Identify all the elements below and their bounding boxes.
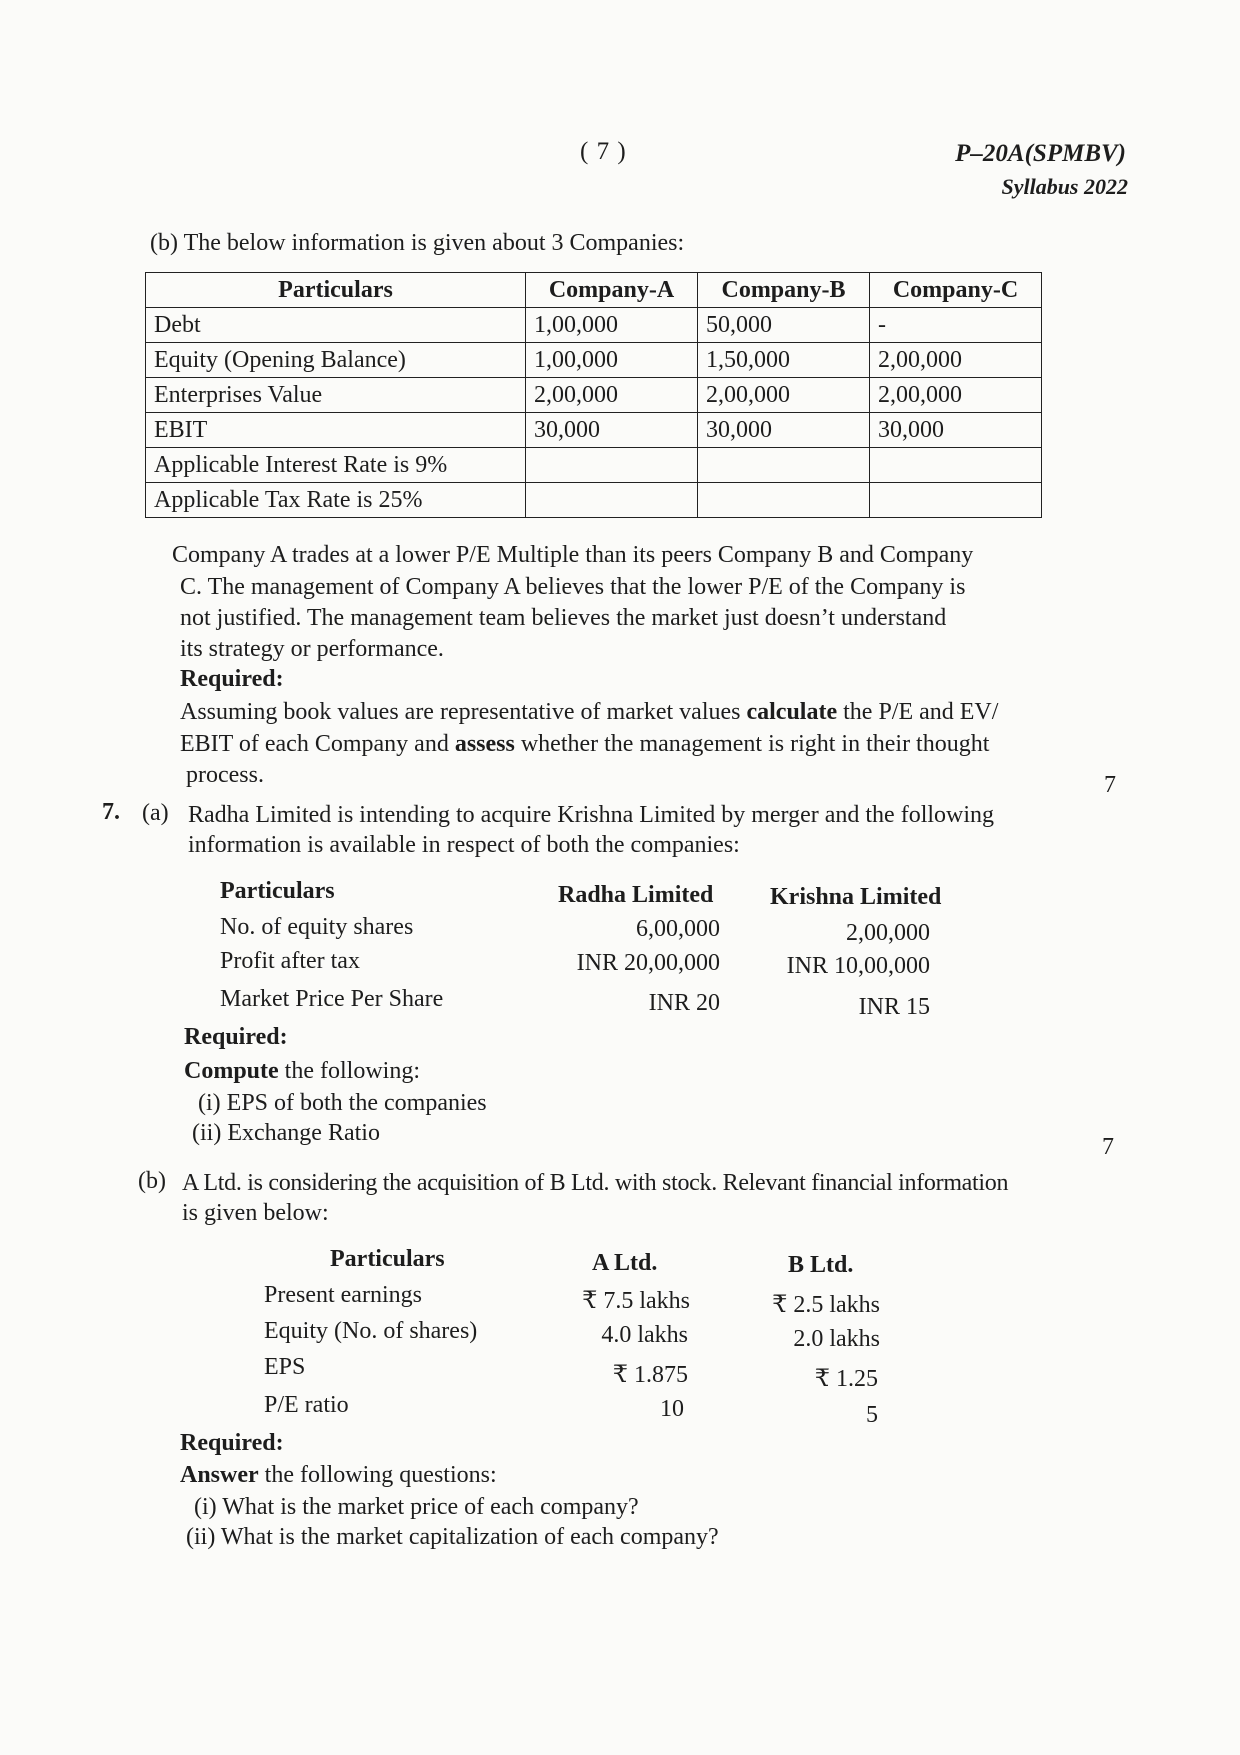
text-run-bold: Compute [184, 1058, 279, 1084]
table-cell: 50,000 [698, 308, 870, 343]
q7b-table-header: A Ltd. [592, 1250, 658, 1276]
list-item-text: EPS of both the companies [226, 1090, 487, 1116]
q6b-required-line [180, 729, 989, 759]
list-item [192, 1118, 380, 1148]
q7b-table-cell: 2.0 lakhs [793, 1326, 880, 1352]
table-cell: 1,00,000 [526, 343, 698, 378]
table-cell: 1,00,000 [526, 308, 698, 343]
table-cell: Enterprises Value [146, 378, 526, 413]
q7a-table-header: Radha Limited [558, 882, 714, 908]
table-cell: Debt [146, 308, 526, 343]
q7b-line: is given below: [182, 1200, 329, 1226]
table-cell: 30,000 [526, 413, 698, 448]
table-cell [526, 483, 698, 518]
q7a-line: Radha Limited is intending to acquire Krishna Limited by merger and the following [188, 802, 995, 828]
list-item-number: (ii) [192, 1120, 222, 1146]
q6b-para-line: Company A trades at a lower P/E Multiple than its peers Company B and Company [172, 542, 974, 568]
q7a-label: (a) [142, 800, 169, 826]
q7b-table-cell: Equity (No. of shares) [264, 1318, 478, 1344]
q7b-table-cell: Present earnings [264, 1282, 422, 1308]
table-cell: 2,00,000 [870, 343, 1042, 378]
q7a-table-cell: No. of equity shares [220, 914, 414, 940]
q7a-required-label: Required: [184, 1024, 288, 1050]
q7b-table-cell: ₹ 7.5 lakhs [582, 1288, 690, 1314]
text-run: the P/E and EV/ [837, 699, 999, 725]
table-row [146, 448, 1042, 483]
list-item [194, 1492, 639, 1522]
table-row [146, 378, 1042, 413]
q7a-table-cell: INR 20,00,000 [576, 950, 720, 976]
q7a-table-header: Krishna Limited [770, 884, 942, 910]
q7a-table-cell: Profit after tax [220, 948, 360, 974]
q7a-table-cell: 6,00,000 [636, 916, 720, 942]
q7a-table-cell: Market Price Per Share [220, 986, 444, 1012]
q7b-table-header: B Ltd. [788, 1252, 854, 1278]
table-header: Company-A [526, 273, 698, 308]
q7b-required-label: Required: [180, 1430, 284, 1456]
q7b-label: (b) [138, 1168, 166, 1194]
q7a-table-header: Particulars [220, 878, 335, 904]
text-run: EBIT of each Company and [180, 731, 455, 757]
q7b-line: A Ltd. is considering the acquisition of B Ltd. with stock. Relevant financial information [182, 1170, 1009, 1196]
q7-number: 7. [102, 799, 120, 825]
text-run: Assuming book values are representative of market values [180, 699, 747, 725]
q6b-para-line: C. The management of Company A believes that the lower P/E of the Company is [180, 574, 966, 600]
table-cell: 30,000 [870, 413, 1042, 448]
table-cell: 1,50,000 [698, 343, 870, 378]
q7b-table-cell: 4.0 lakhs [601, 1322, 688, 1348]
q6b-para-line: its strategy or performance. [180, 636, 444, 662]
text-run: the following questions: [258, 1462, 497, 1488]
text-run: whether the management is right in their thought [514, 731, 990, 757]
table-cell [698, 448, 870, 483]
q7b-table-cell: ₹ 2.5 lakhs [772, 1292, 880, 1318]
table-header: Company-B [698, 273, 870, 308]
table-cell: 2,00,000 [526, 378, 698, 413]
q7a-marks: 7 [1102, 1134, 1114, 1160]
table-cell: 30,000 [698, 413, 870, 448]
q7b-table-cell: P/E ratio [264, 1392, 349, 1418]
table-row [146, 308, 1042, 343]
list-item [186, 1522, 719, 1552]
list-item-number: (i) [194, 1494, 217, 1520]
text-run-bold: Answer [180, 1462, 259, 1488]
q6b-required-line: process. [186, 762, 264, 788]
text-run-bold: assess [454, 731, 515, 757]
q6b-required-line [180, 697, 998, 727]
q7b-table-cell: 10 [660, 1396, 684, 1422]
list-item-text: What is the market price of each company? [222, 1494, 639, 1520]
q7b-table-cell: 5 [866, 1402, 878, 1428]
q6b-marks: 7 [1104, 772, 1116, 798]
q7b-table-cell: EPS [264, 1354, 306, 1380]
table-cell [698, 483, 870, 518]
table-cell: 2,00,000 [698, 378, 870, 413]
q6b-intro: The below information is given about 3 Companies: [183, 230, 685, 256]
table-cell: - [870, 308, 1042, 343]
q6b-label: (b) [150, 230, 178, 256]
list-item-number: (i) [198, 1090, 221, 1116]
list-item [198, 1088, 487, 1118]
table-cell: Applicable Interest Rate is 9% [146, 448, 526, 483]
table-row [146, 343, 1042, 378]
q7a-compute-line [184, 1056, 420, 1086]
q6b-para-line: not justified. The management team believes the market just doesn’t understand [180, 605, 947, 631]
q7b-answer-line [180, 1460, 497, 1490]
q7a-table-cell: INR 10,00,000 [786, 953, 930, 979]
list-item-text: Exchange Ratio [227, 1120, 380, 1146]
q7a-line: information is available in respect of both the companies: [188, 832, 740, 858]
table-header-row [146, 273, 1042, 308]
page-number: ( 7 ) [580, 138, 627, 165]
q7a-table-cell: 2,00,000 [846, 920, 930, 946]
list-item-number: (ii) [186, 1524, 216, 1550]
table-cell [870, 483, 1042, 518]
text-run: the following: [278, 1058, 420, 1084]
text-run-bold: calculate [746, 699, 838, 725]
table-cell: EBIT [146, 413, 526, 448]
q7b-table-cell: ₹ 1.25 [814, 1366, 878, 1392]
table-cell: Equity (Opening Balance) [146, 343, 526, 378]
list-item-text: What is the market capitalization of each company? [220, 1524, 719, 1550]
paper-code: P–20A(SPMBV) [955, 140, 1126, 167]
q7a-table-cell: INR 15 [858, 994, 930, 1020]
table-header: Particulars [146, 273, 526, 308]
q7b-table-cell: ₹ 1.875 [612, 1362, 688, 1388]
q6b-intro-line [150, 228, 684, 258]
table-cell [870, 448, 1042, 483]
table-row [146, 483, 1042, 518]
table-cell: 2,00,000 [870, 378, 1042, 413]
syllabus-label: Syllabus 2022 [1001, 174, 1128, 199]
q6b-required-label: Required: [180, 666, 284, 692]
table-row [146, 413, 1042, 448]
table-cell: Applicable Tax Rate is 25% [146, 483, 526, 518]
company-data-table [145, 272, 1042, 518]
table-header: Company-C [870, 273, 1042, 308]
q7b-table-header: Particulars [330, 1246, 445, 1272]
q7a-table-cell: INR 20 [648, 990, 720, 1016]
table-cell [526, 448, 698, 483]
